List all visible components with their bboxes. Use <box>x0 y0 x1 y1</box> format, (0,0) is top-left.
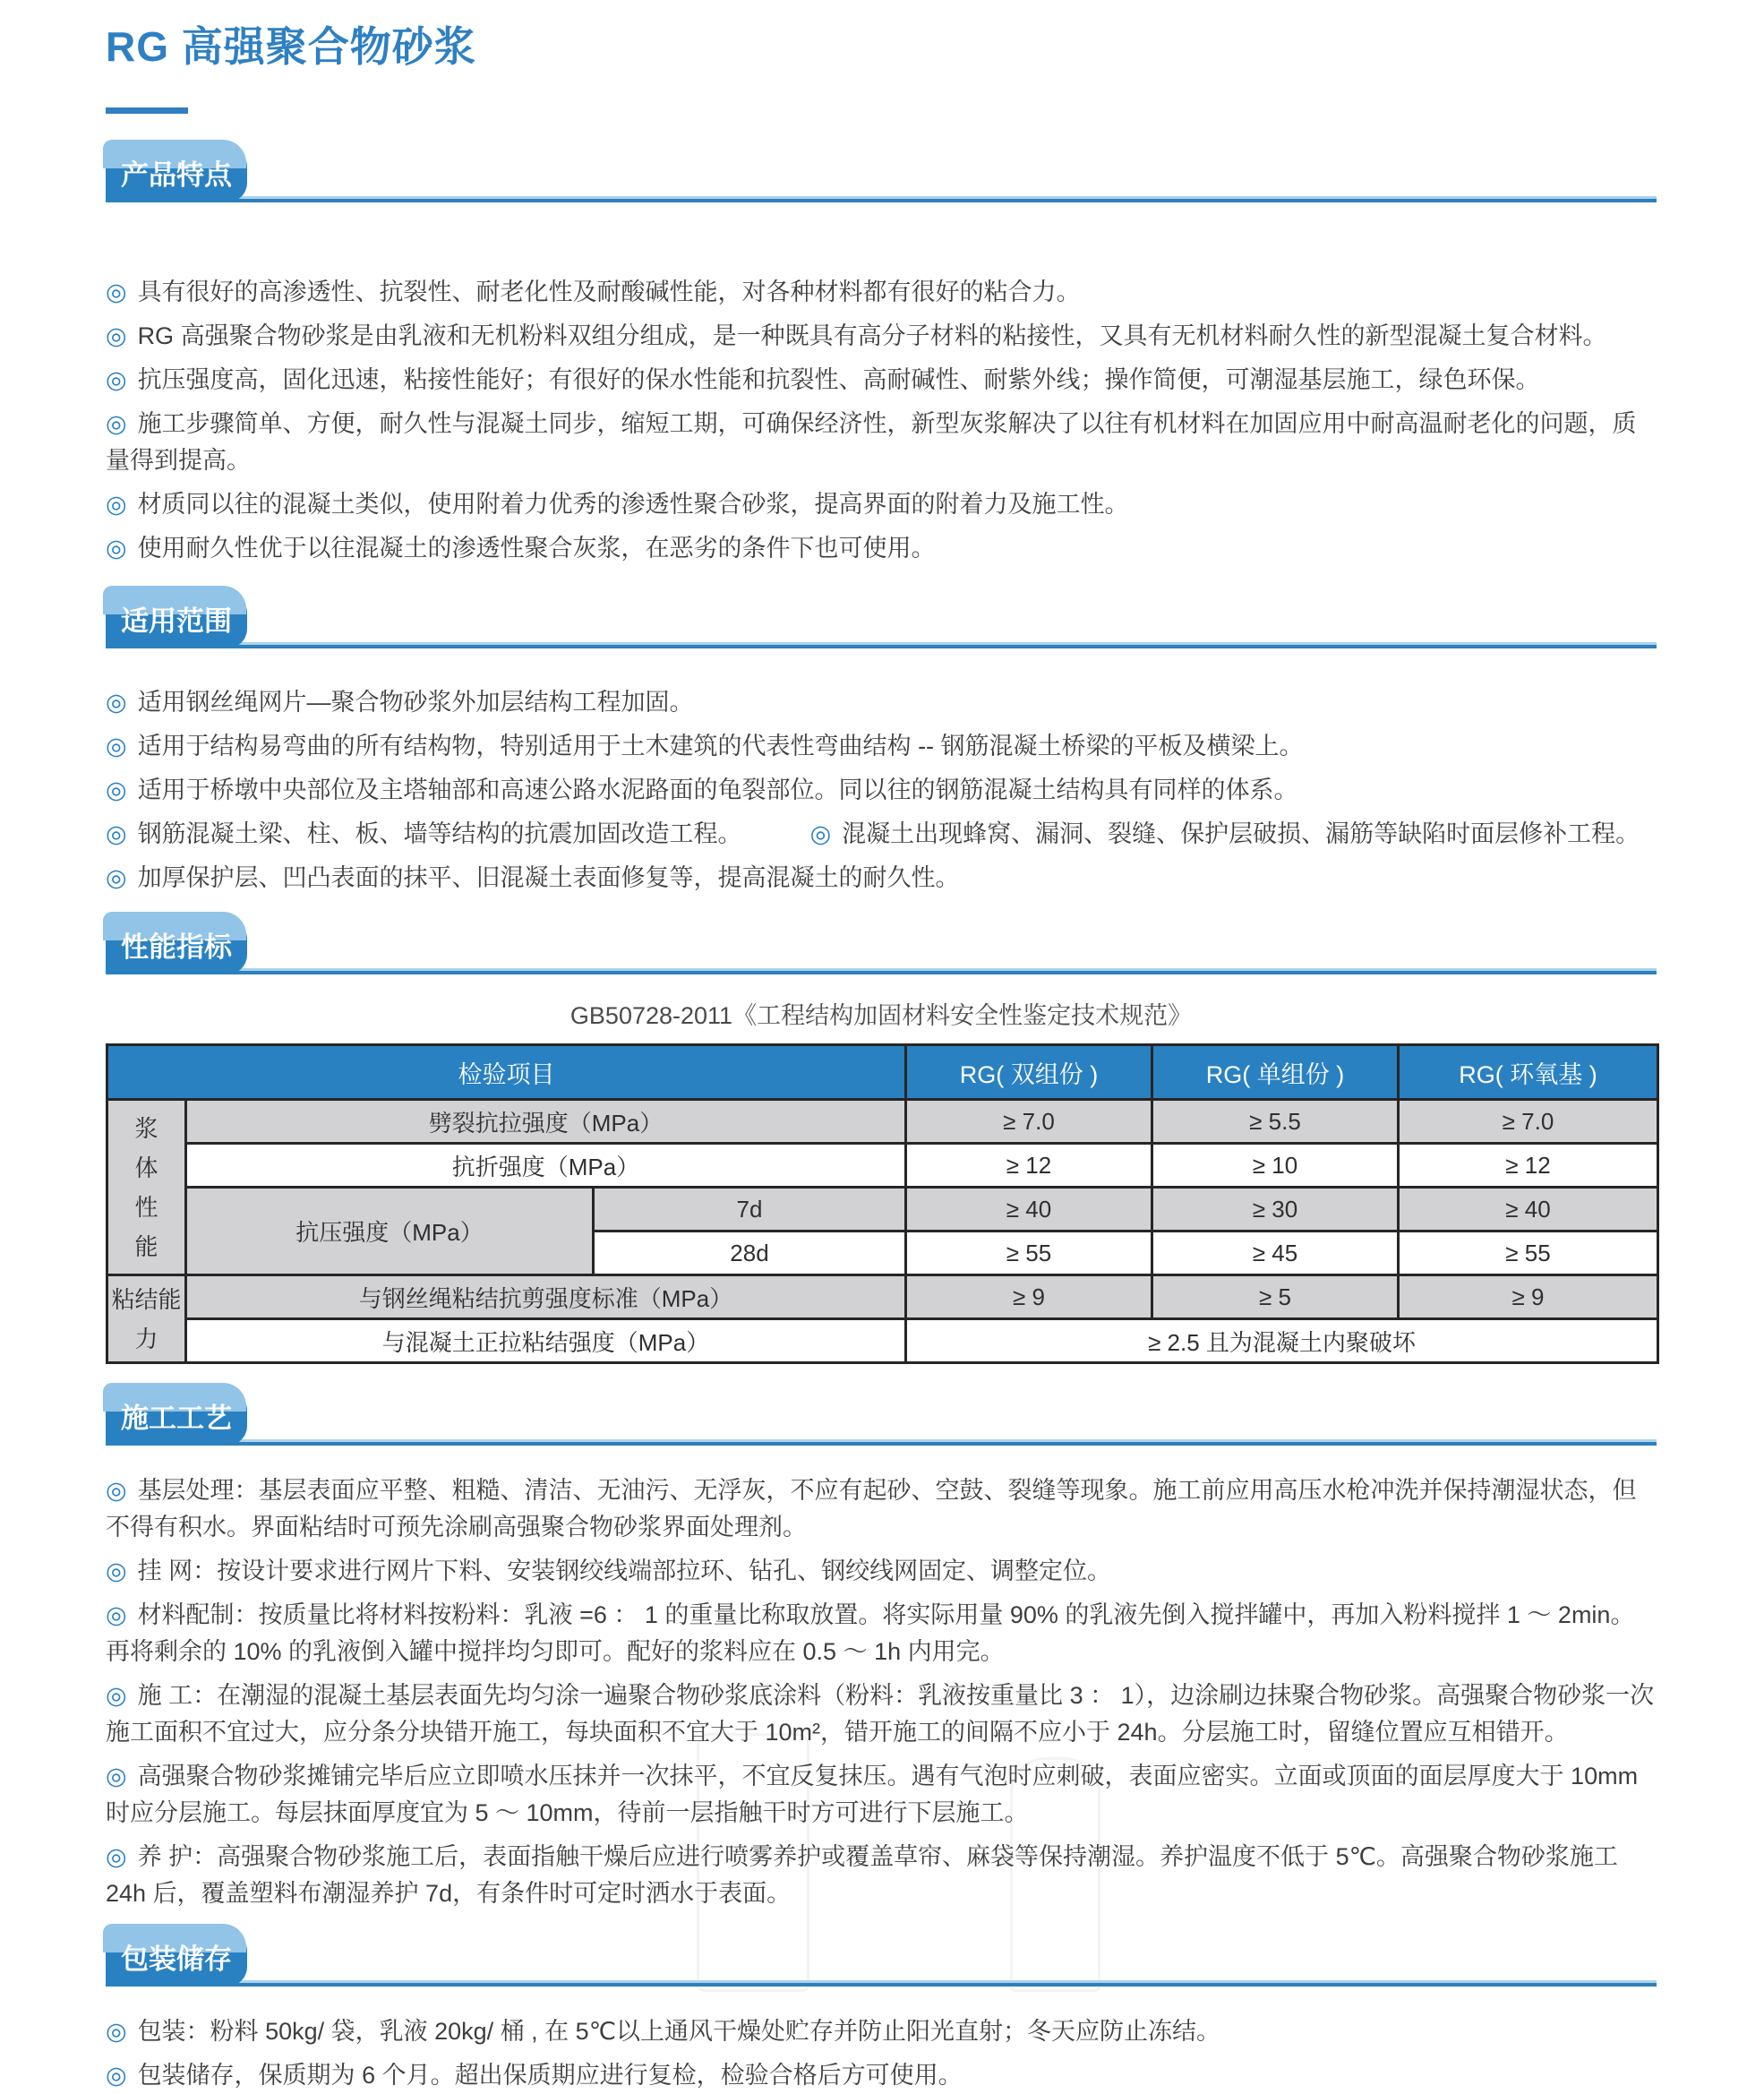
bullet-text: 具有很好的高渗透性、抗裂性、耐老化性及耐酸碱性能，对各种材料都有很好的粘合力。 <box>137 279 1081 305</box>
bullet-icon: ◎ <box>809 820 832 847</box>
title-accent-bar <box>106 107 188 114</box>
section-rule <box>106 1980 1657 1987</box>
section-badge: 包装储存 <box>106 1928 247 1987</box>
page-title: RG 高强聚合物砂浆 <box>106 23 476 70</box>
bullet-text: 适用钢丝绳网片—聚合物砂浆外加层结构工程加固。 <box>137 689 694 716</box>
cell-value: ≥ 9 <box>1399 1275 1658 1319</box>
list-item <box>106 1839 1657 1912</box>
list-item <box>106 406 1657 479</box>
row-subitem: 28d <box>594 1232 906 1275</box>
list-item <box>106 530 1657 567</box>
bullet-text: 包装：粉料 50kg/ 袋，乳液 20kg/ 桶 , 在 5℃以上通风干燥处贮存并防止阳光直射；冬天应防止冻结。 <box>137 2018 1221 2045</box>
cell-value: ≥ 30 <box>1152 1188 1399 1232</box>
bullet-text: 挂 网：按设计要求进行网片下料、安装钢绞线端部拉环、钻孔、钢绞线网固定、调整定位。 <box>137 1558 1112 1584</box>
bullet-icon: ◎ <box>106 1763 127 1789</box>
features-list <box>106 274 1657 567</box>
list-item <box>106 318 1657 355</box>
table-caption: GB50728-2011《工程结构加固材料安全性鉴定技术规范》 <box>569 1002 1193 1029</box>
packaging-list <box>106 2013 1657 2094</box>
performance-table <box>106 1043 1659 1364</box>
list-item <box>106 1597 1657 1670</box>
col-header-item: 检验项目 <box>107 1045 906 1100</box>
section-rule <box>106 1439 1657 1446</box>
section-badge: 适用范围 <box>106 590 247 648</box>
bullet-text: 抗压强度高，固化迅速，粘接性能好；有很好的保水性能和抗裂性、高耐碱性、耐紫外线；操作简便，可潮湿基层施工，绿色环保。 <box>137 366 1540 393</box>
table-row <box>107 1275 1658 1319</box>
cell-value: ≥ 55 <box>906 1232 1152 1275</box>
bullet-text: 包装储存，保质期为 6 个月。超出保质期应进行复检，检验合格后方可使用。 <box>137 2062 963 2089</box>
bullet-icon: ◎ <box>106 2018 127 2045</box>
section-badge: 施工工艺 <box>106 1387 247 1446</box>
bullet-icon: ◎ <box>106 733 127 760</box>
section-badge: 产品特点 <box>106 144 247 202</box>
list-item-double <box>106 816 1657 853</box>
bullet-icon: ◎ <box>106 689 127 716</box>
cell-value: ≥ 5.5 <box>1152 1100 1399 1144</box>
bullet-text: 混凝土出现蜂窝、漏洞、裂缝、保护层破损、漏筋等缺陷时面层修补工程。 <box>842 820 1640 847</box>
cell-value: ≥ 12 <box>1399 1144 1658 1188</box>
list-item <box>106 274 1657 311</box>
bullet-icon: ◎ <box>106 535 127 562</box>
list-item <box>106 362 1657 399</box>
bullet-icon: ◎ <box>106 820 127 847</box>
bullet-icon: ◎ <box>106 1601 127 1628</box>
section-badge: 性能指标 <box>106 916 247 974</box>
bullet-text: 施工步骤简单、方便，耐久性与混凝土同步，缩短工期，可确保经济性，新型灰浆解决了以往有机材料在加固应用中耐高温耐老化的问题，质量得到提高。 <box>106 410 1637 474</box>
table-row <box>107 1319 1658 1363</box>
bullet-icon: ◎ <box>106 864 127 891</box>
cell-value: ≥ 10 <box>1152 1144 1399 1188</box>
bullet-icon: ◎ <box>106 491 127 518</box>
bullet-text: 材料配制：按质量比将材料按粉料：乳液 =6 ： 1 的重量比称取放置。将实际用量 90% 的乳液先倒入搅拌罐中，再加入粉料搅拌 1 ～ 2min。再将剩余的 10% 的乳液倒入罐中搅拌均匀即可。配好的浆料应在 0.5 ～ 1h 内用完。 <box>106 1601 1635 1665</box>
scope-list <box>106 684 1657 897</box>
section-rule <box>106 196 1657 202</box>
bullet-icon: ◎ <box>106 1477 127 1504</box>
row-group-label: 浆 体 性 能 <box>107 1100 186 1275</box>
section-header-scope <box>106 590 1657 648</box>
row-group-label: 粘结能 力 <box>107 1275 186 1363</box>
bullet-icon: ◎ <box>106 1558 127 1584</box>
cell-value: ≥ 9 <box>906 1275 1152 1319</box>
bullet-text: 施 工：在潮湿的混凝土基层表面先均匀涂一遍聚合物砂浆底涂料（粉料：乳液按重量比 3 ： 1），边涂刷边抹聚合物砂浆。高强聚合物砂浆一次施工面积不宜过大，应分条分块错开施工，每块面积不宜大于 10m²，错开施工的间隔不应小于 24h。分层施工时，留缝位置应互相错开。 <box>106 1682 1655 1746</box>
bullet-icon: ◎ <box>106 322 127 349</box>
watermark-bottle-outline <box>1010 1757 1100 1992</box>
row-item: 与钢丝绳粘结抗剪强度标准（MPa） <box>186 1275 906 1319</box>
bullet-icon: ◎ <box>106 366 127 393</box>
bullet-text: 基层处理：基层表面应平整、粗糙、清洁、无油污、无浮灰，不应有起砂、空鼓、裂缝等现象。施工前应用高压水枪冲洗并保持潮湿状态，但不得有积水。界面粘结时可预先涂刷高强聚合物砂浆界面处理剂。 <box>106 1477 1637 1540</box>
cell-value: ≥ 40 <box>1399 1188 1658 1232</box>
section-header-packaging <box>106 1928 1657 1987</box>
bullet-text: 高强聚合物砂浆摊铺完毕后应立即喷水压抹并一次抹平，不宜反复抹压。遇有气泡时应刺破，表面应密实。立面或顶面的面层厚度大于 10mm 时应分层施工。每层抹面厚度宜为 5 ～ 10mm，待前一层指触干时方可进行下层施工。 <box>106 1763 1639 1826</box>
cell-value: ≥ 45 <box>1152 1232 1399 1275</box>
bullet-text: RG 高强聚合物砂浆是由乳液和无机粉料双组分组成，是一种既具有高分子材料的粘接性，又具有无机材料耐久性的新型混凝土复合材料。 <box>137 322 1607 349</box>
bullet-icon: ◎ <box>106 777 127 803</box>
bullet-text: 材质同以往的混凝土类似，使用附着力优秀的渗透性聚合砂浆，提高界面的附着力及施工性。 <box>137 491 1129 518</box>
bullet-icon: ◎ <box>106 1843 127 1870</box>
bullet-text: 加厚保护层、凹凸表面的抹平、旧混凝土表面修复等，提高混凝土的耐久性。 <box>137 864 960 891</box>
table-header-row <box>107 1045 1658 1100</box>
section-header-process <box>106 1387 1657 1446</box>
bullet-icon: ◎ <box>106 279 127 305</box>
section-header-performance <box>106 916 1657 974</box>
bullet-text: 使用耐久性优于以往混凝土的渗透性聚合灰浆，在恶劣的条件下也可使用。 <box>137 535 936 562</box>
list-item <box>106 486 1657 523</box>
col-header-rge: RG( 环氧基 ) <box>1399 1045 1658 1100</box>
bullet-icon: ◎ <box>106 1682 127 1709</box>
bullet-icon: ◎ <box>106 410 127 437</box>
cell-value: ≥ 7.0 <box>1399 1100 1658 1144</box>
list-item <box>106 772 1657 809</box>
list-item <box>106 1472 1657 1546</box>
row-item: 与混凝土正拉粘结强度（MPa） <box>186 1319 906 1363</box>
cell-value: ≥ 5 <box>1152 1275 1399 1319</box>
cell-value: ≥ 2.5 且为混凝土内聚破坏 <box>906 1319 1658 1363</box>
bullet-text: 适用于结构易弯曲的所有结构物，特别适用于土木建筑的代表性弯曲结构 -- 钢筋混凝土桥梁的平板及横梁上。 <box>137 733 1304 760</box>
table-row <box>107 1144 1658 1188</box>
bullet-text: 钢筋混凝土梁、柱、板、墙等结构的抗震加固改造工程。 <box>137 820 742 847</box>
watermark-package-outline <box>697 1733 809 1992</box>
col-header-rg2: RG( 双组份 ) <box>906 1045 1152 1100</box>
row-item: 劈裂抗拉强度（MPa） <box>186 1100 906 1144</box>
list-item <box>106 684 1657 721</box>
bullet-text: 养 护：高强聚合物砂浆施工后，表面指触干燥后应进行喷雾养护或覆盖草帘、麻袋等保持潮湿。养护温度不低于 5℃。高强聚合物砂浆施工 24h 后，覆盖塑料布潮湿养护 7d，有条件时可定时洒水于表面。 <box>106 1843 1618 1907</box>
cell-value: ≥ 40 <box>906 1188 1152 1232</box>
list-item <box>106 2013 1657 2050</box>
list-item <box>106 860 1657 897</box>
cell-value: ≥ 55 <box>1399 1232 1658 1275</box>
row-subitem: 7d <box>594 1188 906 1232</box>
cell-value: ≥ 7.0 <box>906 1100 1152 1144</box>
row-item: 抗压强度（MPa） <box>186 1188 594 1275</box>
bullet-text: 适用于桥墩中央部位及主塔轴部和高速公路水泥路面的龟裂部位。同以往的钢筋混凝土结构具有同样的体系。 <box>137 777 1298 803</box>
bullet-icon: ◎ <box>106 2062 127 2089</box>
section-header-features <box>106 144 1657 202</box>
list-item <box>106 728 1657 765</box>
col-header-rg1: RG( 单组份 ) <box>1152 1045 1399 1100</box>
cell-value: ≥ 12 <box>906 1144 1152 1188</box>
row-item: 抗折强度（MPa） <box>186 1144 906 1188</box>
table-row <box>107 1100 1658 1144</box>
table-row <box>107 1188 1658 1232</box>
section-rule <box>106 968 1657 974</box>
section-rule <box>106 642 1657 648</box>
list-item <box>106 2057 1657 2094</box>
list-item <box>106 1678 1657 1751</box>
process-list <box>106 1472 1657 1912</box>
list-item <box>106 1758 1657 1832</box>
list-item <box>106 1553 1657 1590</box>
